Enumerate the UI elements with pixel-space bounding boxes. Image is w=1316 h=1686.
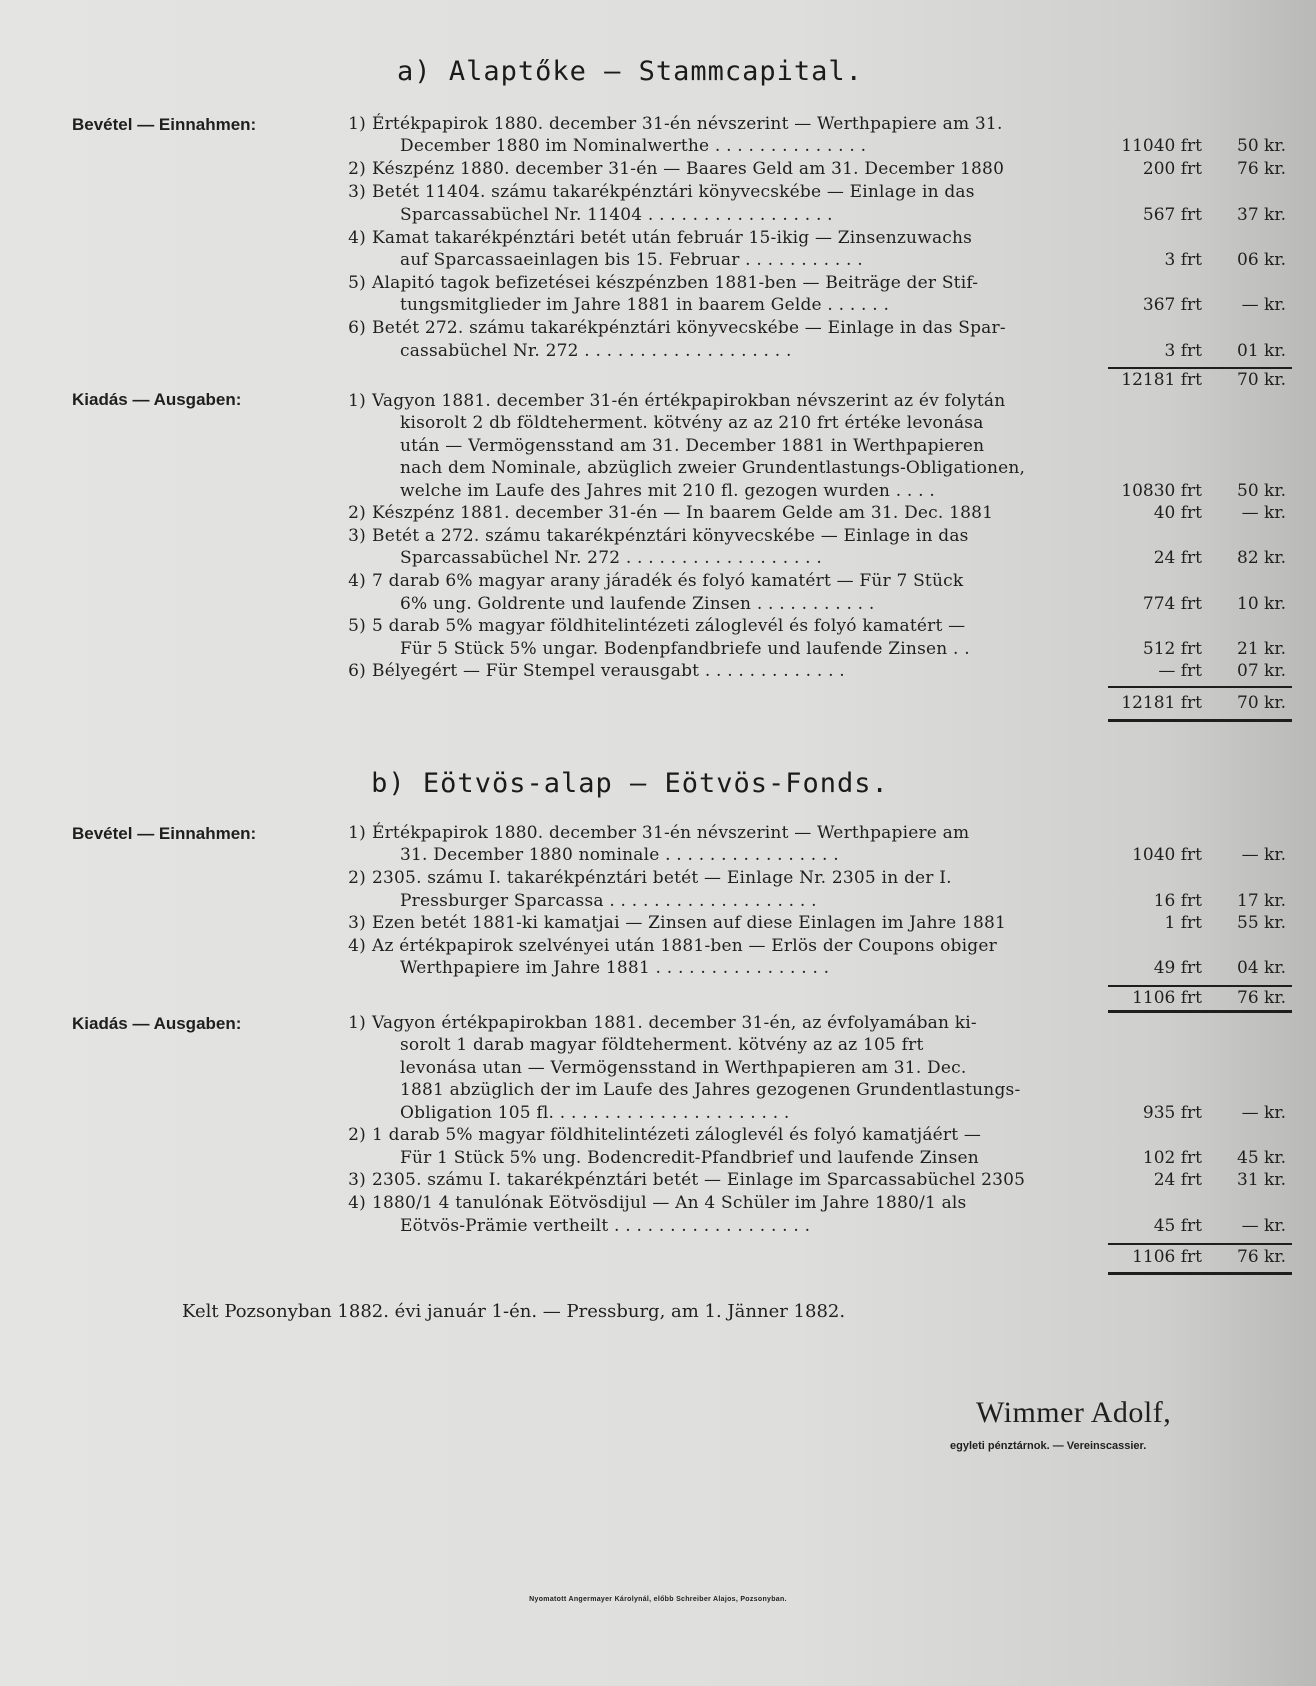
entry-amount — [1106, 1169, 1292, 1191]
amount-frt: 45 frt — [1153, 1215, 1202, 1236]
amount-kr: 50 kr. — [1237, 136, 1286, 157]
entry-text: 5 darab 5% magyar földhitelintézeti záloglevél és folyó kamatért — — [372, 616, 966, 637]
entry-line — [336, 912, 1006, 934]
total-kr: 76 kr. — [1237, 988, 1286, 1008]
entry-line — [336, 822, 969, 844]
entry-number: 6) — [348, 661, 366, 682]
section-a-expense-label: Kiadás — Ausgaben: — [72, 390, 242, 409]
entry-line: Für 5 Stück 5% ungar. Bodenpfandbriefe und laufende Zinsen . . — [400, 638, 970, 659]
entry-text: Alapitó tagok befizetései készpénzben 1881-ben — Beiträge der Stif- — [372, 272, 979, 293]
entry-text: Készpénz 1881. december 31-én — In baarem Gelde am 31. Dec. 1881 — [372, 503, 994, 524]
signature: Wimmer Adolf, — [976, 1396, 1172, 1429]
amount-frt: 367 frt — [1142, 295, 1202, 316]
amount-kr: 04 kr. — [1237, 958, 1286, 979]
amount-kr: 55 kr. — [1237, 913, 1286, 934]
entry-line — [336, 1012, 977, 1034]
entry-number: 4) — [348, 935, 366, 956]
entry-line: 6% ung. Goldrente und laufende Zinsen . . . . . . . . . . . — [400, 593, 875, 614]
entry-text: Értékpapirok 1880. december 31-én névszerint — Werthpapiere am 31. — [372, 114, 1003, 134]
entry-text: Bélyegért — Für Stempel verausgabt . . . . . . . . . . . . . — [372, 661, 845, 682]
entry-number: 1) — [348, 823, 366, 843]
amount-frt: 1040 frt — [1132, 845, 1202, 866]
amount-kr: 37 kr. — [1237, 204, 1286, 225]
section-b-title: b) Eötvös-alap — Eötvös-Fonds. — [371, 768, 889, 799]
entry-number: 3) — [348, 1170, 366, 1191]
amount-frt: 774 frt — [1142, 593, 1202, 614]
entry-line: Eötvös-Prämie vertheilt . . . . . . . . . . . . . . . . . . — [400, 1215, 811, 1236]
entry-number: 3) — [348, 182, 366, 203]
entry-text: Készpénz 1880. december 31-én — Baares Geld am 31. December 1880 — [372, 159, 1005, 180]
entry-number: 5) — [348, 616, 366, 637]
entry-text: 2305. számu I. takarékpénztári betét — Einlage im Sparcassabüchel 2305 — [372, 1170, 1026, 1191]
entry-line: Sparcassabüchel Nr. 272 . . . . . . . . . . . . . . . . . . — [400, 548, 822, 569]
entry-number: 1) — [348, 391, 366, 411]
amount-kr: 31 kr. — [1237, 1170, 1286, 1191]
amount-kr: 76 kr. — [1237, 159, 1286, 180]
amount-frt: 1 frt — [1164, 913, 1202, 934]
entry-text: 1880/1 4 tanulónak Eötvösdijul — An 4 Schüler im Jahre 1880/1 als — [372, 1193, 967, 1214]
entry-line: 31. December 1880 nominale . . . . . . . . . . . . . . . . — [400, 845, 839, 866]
entry-text: Vagyon 1881. december 31-én értékpapirokban névszerint az év folytán — [372, 391, 1006, 411]
entry-number: 3) — [348, 913, 366, 934]
entry-number: 2) — [348, 159, 366, 180]
entry-line: tungsmitglieder im Jahre 1881 in baarem Gelde . . . . . . — [400, 295, 890, 316]
signature-role: egyleti pénztárnok. — Vereinscassier. — [950, 1440, 1147, 1452]
entry-text: Értékpapirok 1880. december 31-én névszerint — Werthpapiere am — [372, 823, 970, 843]
amount-kr: 82 kr. — [1237, 548, 1286, 569]
entry-amount — [1106, 912, 1292, 934]
entry-text: Betét 272. számu takarékpénztári könyvecskébe — Einlage in das Spar- — [372, 318, 1006, 339]
amount-kr: 06 kr. — [1237, 249, 1286, 270]
section-b-expense-rule — [1108, 1243, 1292, 1245]
entry-line: sorolt 1 darab magyar földteherment. kötvény az az 105 frt — [400, 1035, 924, 1056]
entry-line: után — Vermögensstand am 31. December 1881 in Werthpapieren — [400, 435, 985, 456]
section-b-expense-label: Kiadás — Ausgaben: — [72, 1014, 242, 1033]
entry-line: auf Sparcassaeinlagen bis 15. Februar . . . . . . . . . . . — [400, 249, 863, 270]
section-b-income-double-rule — [1108, 1010, 1292, 1013]
amount-kr: 01 kr. — [1237, 340, 1286, 361]
total-frt: 12181 frt — [1121, 693, 1202, 713]
amount-frt: 11040 frt — [1121, 136, 1202, 157]
entry-text: 7 darab 6% magyar arany járadék és folyó kamatért — Für 7 Stück — [372, 571, 964, 592]
entry-amount — [1106, 957, 1292, 979]
amount-kr: — kr. — [1241, 503, 1286, 524]
amount-frt: 567 frt — [1142, 204, 1202, 225]
amount-kr: 21 kr. — [1237, 638, 1286, 659]
amount-kr: 45 kr. — [1237, 1147, 1286, 1168]
section-b-income-total — [1106, 987, 1292, 1009]
total-kr: 70 kr. — [1237, 693, 1286, 713]
entry-line — [336, 935, 997, 957]
entry-number: 4) — [348, 1193, 366, 1214]
entry-line: Werthpapiere im Jahre 1881 . . . . . . . . . . . . . . . . — [400, 958, 830, 979]
amount-frt: 3 frt — [1164, 340, 1202, 361]
amount-frt: 40 frt — [1153, 503, 1202, 524]
entry-line: nach dem Nominale, abzüglich zweier Grundentlastungs-Obligationen, — [400, 458, 1026, 479]
entry-text: Az értékpapirok szelvényei után 1881-ben — Erlös der Coupons obiger — [372, 935, 997, 956]
entry-line — [336, 1169, 1025, 1191]
amount-kr: — kr. — [1241, 1102, 1286, 1123]
entry-line: 1881 abzüglich der im Laufe des Jahres gezogenen Grundentlastungs- — [400, 1080, 1021, 1101]
entry-line — [336, 1124, 981, 1146]
section-b-expense-total — [1106, 1246, 1292, 1268]
entry-text: Vagyon értékpapirokban 1881. december 31-én, az évfolyamában ki- — [372, 1013, 977, 1033]
amount-frt: 102 frt — [1142, 1147, 1202, 1168]
entry-line: Sparcassabüchel Nr. 11404 . . . . . . . . . . . . . . . . . — [400, 204, 833, 225]
entry-text: 2305. számu I. takarékpénztári betét — Einlage Nr. 2305 in der I. — [372, 868, 952, 889]
entry-amount — [1106, 1147, 1292, 1169]
amount-frt: 24 frt — [1153, 1170, 1202, 1191]
printer-imprint: Nyomatott Angermayer Károlynál, előbb Schreiber Alajos, Pozsonyban. — [529, 1596, 787, 1603]
amount-frt: 16 frt — [1153, 890, 1202, 911]
amount-kr: — kr. — [1241, 295, 1286, 316]
section-a-income-label: Bevétel — Einnahmen: — [72, 115, 257, 134]
entry-amount — [1106, 890, 1292, 912]
amount-frt: 49 frt — [1153, 958, 1202, 979]
total-kr: 70 kr. — [1237, 370, 1286, 390]
entry-text: Betét 11404. számu takarékpénztári könyvecskébe — Einlage in das — [372, 182, 975, 203]
amount-frt: 3 frt — [1164, 249, 1202, 270]
entry-text: 1 darab 5% magyar földhitelintézeti záloglevél és folyó kamatjáért — — [372, 1125, 982, 1146]
entry-line: levonása utan — Vermögensstand in Werthpapieren am 31. Dec. — [400, 1057, 967, 1078]
entry-amount — [1106, 1215, 1292, 1237]
amount-frt: 935 frt — [1142, 1102, 1202, 1123]
entry-line: Obligation 105 fl. . . . . . . . . . . . . . . . . . . . . . — [400, 1102, 790, 1123]
total-frt: 12181 frt — [1121, 370, 1202, 390]
entry-text: Ezen betét 1881-ki kamatjai — Zinsen auf diese Einlagen im Jahre 1881 — [372, 913, 1007, 934]
entry-line — [336, 867, 952, 889]
entry-number: 3) — [348, 526, 366, 546]
entry-number: 2) — [348, 1125, 366, 1146]
amount-frt: — frt — [1158, 661, 1202, 682]
entry-line: December 1880 im Nominalwerthe . . . . . . . . . . . . . . — [400, 136, 867, 157]
entry-number: 2) — [348, 868, 366, 889]
entry-line: Pressburger Sparcassa . . . . . . . . . . . . . . . . . . . — [400, 890, 817, 911]
entry-number: 5) — [348, 272, 366, 293]
amount-kr: 10 kr. — [1237, 593, 1286, 614]
entry-amount — [1106, 844, 1292, 866]
entry-number: 6) — [348, 318, 366, 339]
amount-kr: 07 kr. — [1237, 661, 1286, 682]
total-frt: 1106 frt — [1132, 1247, 1202, 1267]
entry-amount — [1106, 1102, 1292, 1124]
section-b-expense-double-rule — [1108, 1272, 1292, 1275]
entry-text: Betét a 272. számu takarékpénztári könyvecskébe — Einlage in das — [372, 526, 969, 546]
amount-frt: 200 frt — [1142, 159, 1202, 180]
amount-kr: 50 kr. — [1237, 480, 1286, 501]
amount-kr: — kr. — [1241, 845, 1286, 866]
amount-frt: 10830 frt — [1121, 480, 1202, 501]
entry-line: kisorolt 2 db földteherment. kötvény az az 210 frt értéke levonása — [400, 413, 984, 434]
entry-line: cassabüchel Nr. 272 . . . . . . . . . . . . . . . . . . . — [400, 340, 792, 361]
section-b-income-label: Bevétel — Einnahmen: — [72, 824, 257, 843]
amount-frt: 512 frt — [1142, 638, 1202, 659]
section-a-title: a) Alaptőke — Stammcapital. — [397, 56, 863, 87]
entry-number: 1) — [348, 1013, 366, 1033]
entry-number: 1) — [348, 114, 366, 134]
entry-number: 4) — [348, 571, 366, 592]
amount-frt: 24 frt — [1153, 548, 1202, 569]
date-line: Kelt Pozsonyban 1882. évi január 1-én. — Pressburg, am 1. Jänner 1882. — [182, 1301, 846, 1322]
entry-line — [336, 1192, 966, 1214]
entry-text: Kamat takarékpénztári betét után február 15-ikig — Zinsenzuwachs — [372, 227, 973, 248]
total-kr: 76 kr. — [1237, 1247, 1286, 1267]
amount-kr: — kr. — [1241, 1215, 1286, 1236]
entry-line: welche im Laufe des Jahres mit 210 fl. gezogen wurden . . . . — [400, 480, 935, 501]
amount-kr: 17 kr. — [1237, 890, 1286, 911]
total-frt: 1106 frt — [1132, 988, 1202, 1008]
entry-number: 4) — [348, 227, 366, 248]
entry-line: Für 1 Stück 5% ung. Bodencredit-Pfandbrief und laufende Zinsen — [400, 1147, 979, 1168]
entry-number: 2) — [348, 503, 366, 524]
